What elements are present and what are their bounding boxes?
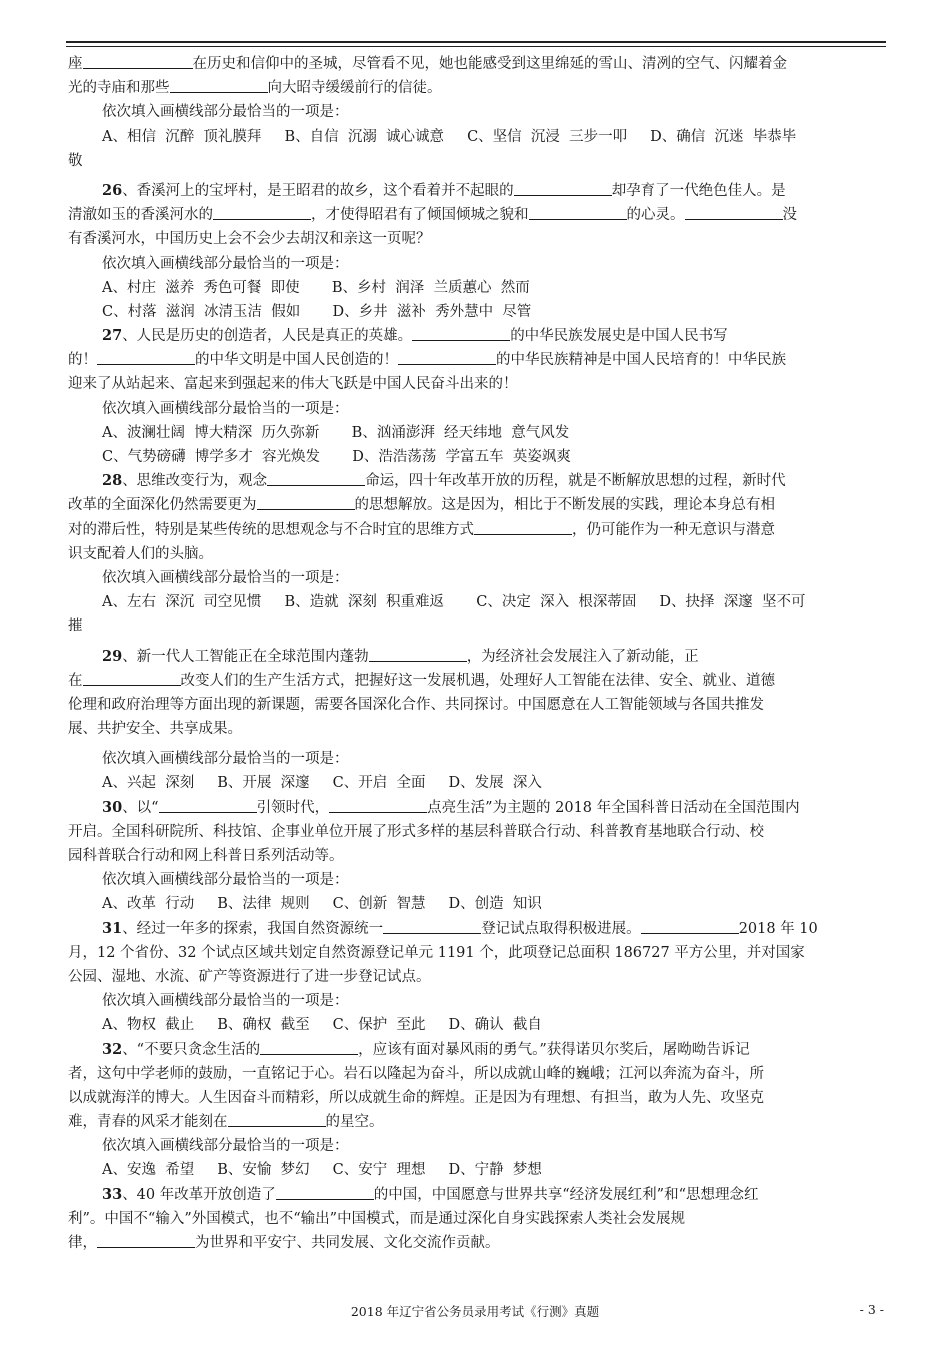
passage-line: 开启。全国科研院所、科技馆、企事业单位开展了形式多样的基层科普联合行动、科普教育基地联合行动、校 <box>68 823 764 840</box>
answer-options: A、安逸 希望 B、安愉 梦幻 C、安宁 理想 D、宁静 梦想 <box>102 1162 542 1179</box>
answer-options: A、左右 深沉 司空见惯 B、造就 深刻 积重难返 C、决定 深入 根深蒂固 D、抉择 深邃 坚不可 <box>102 594 806 611</box>
question-29: 29、新一代人工智能正在全球范围内蓬勃 ，为经济社会发展注入了新动能，正 <box>102 647 699 665</box>
question-31: 31、经过一年多的探索，我国自然资源统一 登记试点取得积极进展。 2018 年 10 <box>102 919 818 937</box>
passage-line: 识支配着人们的头脑。 <box>68 545 213 562</box>
question-28: 28、思维改变行为，观念 命运，四十年改革开放的历程，就是不断解放思想的过程，新时代 <box>102 472 786 490</box>
fill-blank <box>213 205 311 220</box>
question-prompt: 依次填入画横线部分最恰当的一项是： <box>102 400 349 417</box>
passage-line: 光的寺庙和那些 向大昭寺缓缓前行的信徒。 <box>68 80 442 97</box>
answer-options: 敬 <box>68 152 83 169</box>
answer-options: A、兴起 深刻 B、开展 深邃 C、开启 全面 D、发展 深入 <box>102 775 542 792</box>
answer-options: A、相信 沉醉 顶礼膜拜 B、自信 沉溺 诚心诚意 C、坚信 沉浸 三步一叩 D、确信 沉迷 毕恭毕 <box>102 128 797 145</box>
fill-blank <box>83 54 193 69</box>
passage-line: 伦理和政府治理等方面出现的新课题，需要各国深化合作、共同探讨。中国愿意在人工智能领域与各国共推发 <box>68 696 764 713</box>
question-prompt: 依次填入画横线部分最恰当的一项是： <box>102 751 349 768</box>
fill-blank <box>83 671 181 686</box>
fill-blank <box>383 919 481 934</box>
fill-blank <box>228 1112 326 1127</box>
passage-line: 改革的全面深化仍然需要更为 的思想解放。这是因为，相比于不断发展的实践，理论本身总有相 <box>68 497 775 514</box>
answer-options: A、改革 行动 B、法律 规则 C、创新 智慧 D、创造 知识 <box>102 896 542 913</box>
passage-line: 公园、湿地、水流、矿产等资源进行了进一步登记试点。 <box>68 968 431 985</box>
passage-line: 利”。中国不“输入”外国模式，也不“输出”中国模式，而是通过深化自身实践探索人类社会发展规 <box>68 1210 686 1227</box>
question-prompt: 依次填入画横线部分最恰当的一项是： <box>102 255 349 272</box>
question-30: 30、以“ 引领时代， 点亮生活”为主题的 2018 年全国科普日活动在全国范围内 <box>102 798 800 816</box>
question-32: 32、“不要只贪念生活的 ，应该有面对暴风雨的勇气。”获得诺贝尔奖后，屠呦呦告诉记 <box>102 1040 750 1058</box>
fill-blank <box>97 350 195 365</box>
passage-line: 迎来了从站起来、富起来到强起来的伟大飞跃是中国人民奋斗出来的！ <box>68 376 518 393</box>
question-prompt: 依次填入画横线部分最恰当的一项是： <box>102 569 349 586</box>
answer-options: C、气势磅礴 博学多才 容光焕发 D、浩浩荡荡 学富五车 英姿飒爽 <box>102 449 571 465</box>
header-rule-thin <box>66 46 886 47</box>
fill-blank <box>641 919 739 934</box>
question-prompt: 依次填入画横线部分最恰当的一项是： <box>102 104 349 121</box>
fill-blank <box>474 520 572 535</box>
passage-line: 有香溪河水，中国历史上会不会少去胡汉和亲这一页呢？ <box>68 231 431 248</box>
passage-line: 者，这句中学老师的鼓励，一直铭记于心。岩石以隆起为奋斗，所以成就山峰的巍峨；江河以奔流为奋斗，所 <box>68 1065 764 1082</box>
question-33: 33、40 年改革开放创造了 的中国，中国愿意与世界共享“经济发展红利”和“思想理念红 <box>102 1185 759 1203</box>
question-prompt: 依次填入画横线部分最恰当的一项是： <box>102 1138 349 1155</box>
fill-blank <box>412 326 510 341</box>
fill-blank <box>329 798 427 813</box>
fill-blank <box>170 78 268 93</box>
page-number: - 3 - <box>859 1302 884 1317</box>
passage-line: 在 改变人们的生产生活方式，把握好这一发展机遇，处理好人工智能在法律、安全、就业、道德 <box>68 672 775 689</box>
fill-blank <box>685 205 783 220</box>
question-26: 26、香溪河上的宝坪村，是王昭君的故乡，这个看着并不起眼的 却孕育了一代绝色佳人。是 <box>102 181 786 199</box>
fill-blank <box>159 798 257 813</box>
answer-options: A、村庄 滋养 秀色可餐 即使 B、乡村 润泽 兰质蕙心 然而 <box>102 279 530 296</box>
fill-blank <box>97 1233 195 1248</box>
fill-blank <box>529 205 627 220</box>
answer-options: A、波澜壮阔 博大精深 历久弥新 B、汹涌澎湃 经天纬地 意气风发 <box>102 424 570 441</box>
answer-options: A、物权 截止 B、确权 截至 C、保护 至此 D、确认 截自 <box>102 1017 542 1034</box>
question-27: 27、人民是历史的创造者，人民是真正的英雄。 的中华民族发展史是中国人民书写 <box>102 327 728 345</box>
header-rule-thick <box>66 41 886 43</box>
question-prompt: 依次填入画横线部分最恰当的一项是： <box>102 872 349 889</box>
fill-blank <box>276 1185 374 1200</box>
fill-blank <box>369 647 467 662</box>
fill-blank <box>260 1040 358 1055</box>
passage-line: 展、共护安全、共享成果。 <box>68 721 242 738</box>
page-footer <box>0 1302 950 1322</box>
passage-line: 律， 为世界和平安宁、共同发展、文化交流作贡献。 <box>68 1235 500 1251</box>
passage-line: 以成就海洋的博大。人生因奋斗而精彩，所以成就生命的辉煌。正是因为有理想、有担当，敢为人先、攻坚克 <box>68 1089 764 1106</box>
passage-line: 难，青春的风采才能刻在 的星空。 <box>68 1114 384 1131</box>
fill-blank <box>267 471 365 486</box>
answer-options: 摧 <box>68 618 83 635</box>
passage-line: 座 在历史和信仰中的圣城，尽管看不见，她也能感受到这里绵延的雪山、清冽的空气、闪耀着金 <box>68 56 787 72</box>
fill-blank <box>257 495 355 510</box>
passage-line: 清澈如玉的香溪河水的 ，才使得昭君有了倾国倾城之貌和 的心灵。 没 <box>68 207 797 224</box>
footer-title: 2018 年辽宁省公务员录用考试《行测》真题 <box>350 1304 600 1319</box>
passage-line: 的！ 的中华文明是中国人民创造的！ 的中华民族精神是中国人民培育的！中华民族 <box>68 352 786 369</box>
passage-line: 对的滞后性，特别是某些传统的思想观念与不合时宜的思维方式 ，仍可能作为一种无意识与潜意 <box>68 521 775 538</box>
fill-blank <box>514 181 612 196</box>
page-content <box>68 52 886 1255</box>
fill-blank <box>398 350 496 365</box>
answer-options: C、村落 滋润 冰清玉洁 假如 D、乡井 滋补 秀外慧中 尽管 <box>102 303 532 320</box>
passage-line: 园科普联合行动和网上科普日系列活动等。 <box>68 848 344 864</box>
question-prompt: 依次填入画横线部分最恰当的一项是： <box>102 993 349 1010</box>
passage-line: 月，12 个省份、32 个试点区域共划定自然资源登记单元 1191 个，此项登记总面积 186727 平方公里，并对国家 <box>68 944 805 961</box>
